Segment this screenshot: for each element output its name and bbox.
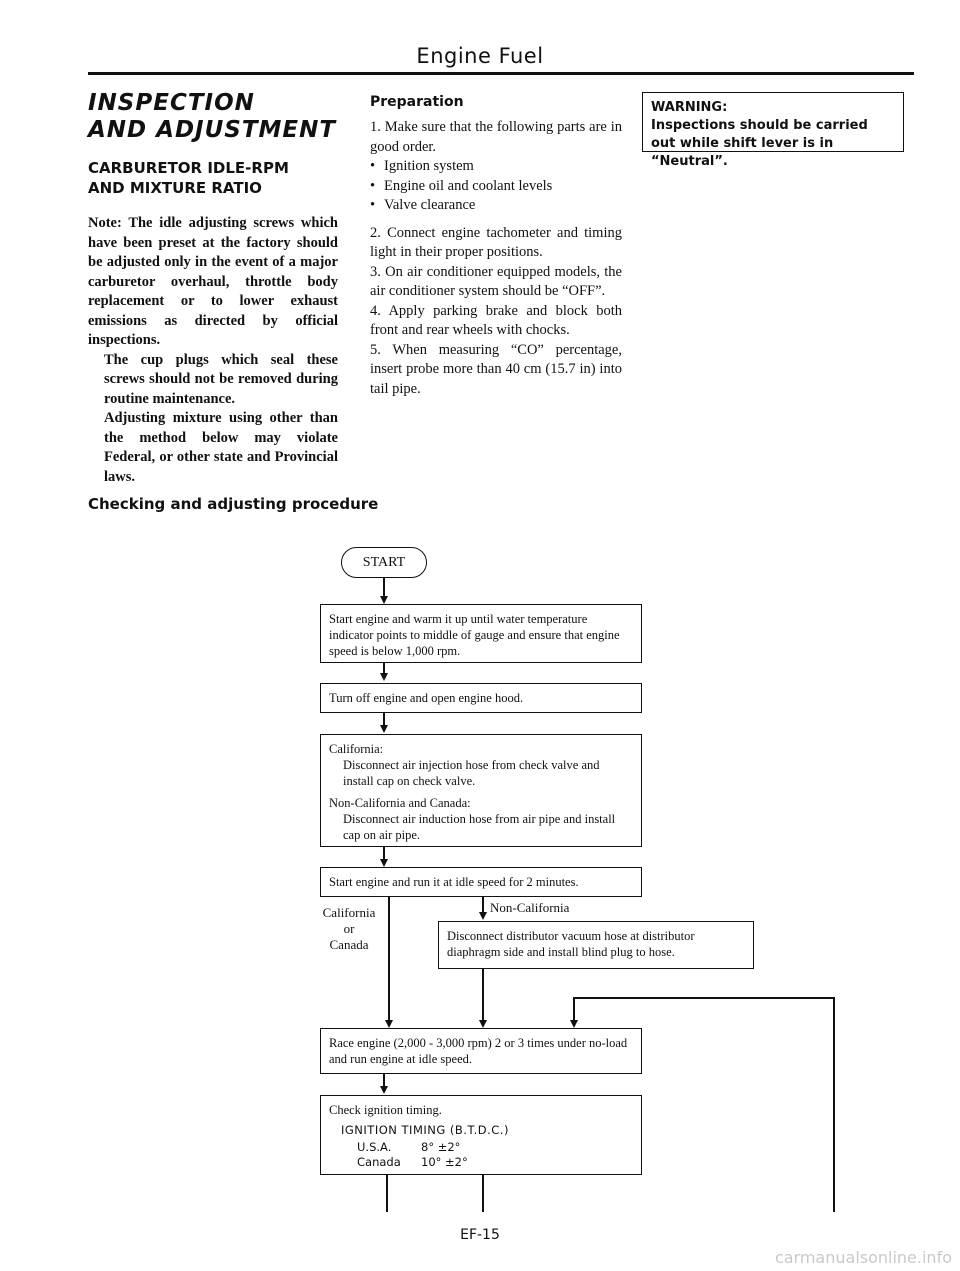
- preparation-step-3: 3. On air conditioner equipped models, the air conditioner system should be “OFF”.: [370, 263, 622, 299]
- note-paragraph-2: The cup plugs which seal these screws should not be removed during routine maintenance.: [104, 351, 338, 407]
- branch-label-line: California: [322, 905, 376, 920]
- california-instruction: Disconnect air injection hose from check valve and install cap on check valve.: [343, 758, 600, 788]
- flow-connector: [482, 969, 484, 1020]
- preparation-item: • Ignition system: [370, 157, 622, 177]
- california-label: California:: [329, 742, 384, 756]
- flow-step-check-timing: [320, 1095, 642, 1175]
- flow-connector-left-branch: [388, 897, 390, 1022]
- flow-arrow-icon: [380, 596, 388, 604]
- page-number: EF-15: [460, 1227, 500, 1243]
- non-california-instruction: Disconnect air induction hose from air pipe and install cap on air pipe.: [343, 812, 616, 842]
- preparation-item: • Engine oil and coolant levels: [370, 177, 622, 197]
- timing-region: U.S.A.: [357, 1140, 392, 1154]
- flow-loop-back-line: [833, 997, 835, 1212]
- flow-arrow-icon: [479, 1020, 487, 1028]
- flow-connector: [386, 1175, 388, 1212]
- flow-step-distributor-hose: Disconnect distributor vacuum hose at distributor diaphragm side and install blind plug to hose.: [438, 921, 754, 969]
- branch-label-line: Canada: [329, 937, 369, 952]
- timing-heading: IGNITION TIMING (B.T.D.C.): [341, 1123, 509, 1137]
- flow-step-warm-up: Start engine and warm it up until water temperature indicator points to middle of gauge and ensure that engine speed is below 1,000 rpm.: [320, 604, 642, 663]
- flow-connector: [482, 1175, 484, 1212]
- section-heading: [88, 90, 338, 144]
- warning-box: [642, 92, 904, 169]
- flow-arrow-icon: [570, 1020, 578, 1028]
- section-heading-line1: INSPECTION: [88, 90, 255, 116]
- flow-arrow-icon: [380, 725, 388, 733]
- warning-title: WARNING:: [651, 100, 728, 115]
- non-california-label: Non-California and Canada:: [329, 796, 471, 810]
- flow-step-disconnect-hose: [320, 734, 642, 847]
- preparation-step-4: 4. Apply parking brake and block both front and rear wheels with chocks.: [370, 302, 622, 338]
- preparation-item-list: [370, 157, 622, 216]
- check-timing-title: Check ignition timing.: [329, 1103, 442, 1117]
- flow-connector: [573, 997, 575, 1020]
- timing-value: 10° ±2°: [421, 1155, 468, 1169]
- section-heading-line2: AND ADJUSTMENT: [88, 117, 337, 143]
- branch-label-non-california: Non-California: [490, 900, 570, 915]
- flow-arrow-icon: [479, 912, 487, 920]
- timing-table: [329, 1140, 633, 1170]
- flow-step-run-idle: Start engine and run it at idle speed for 2 minutes.: [320, 867, 642, 897]
- watermark: carmanualsonline.info: [774, 1248, 952, 1267]
- flow-connector: [383, 578, 385, 598]
- preparation-step-5: 5. When measuring “CO” percentage, insert probe more than 40 cm (15.7 in) into tail pipe.: [370, 341, 622, 397]
- flow-step-turn-off-engine: Turn off engine and open engine hood.: [320, 683, 642, 713]
- flow-arrow-icon: [380, 1086, 388, 1094]
- preparation-step-1: 1. Make sure that the following parts are in good order.: [370, 119, 622, 155]
- timing-region: Canada: [357, 1155, 401, 1169]
- flow-loop-back-line: [573, 997, 834, 999]
- flow-arrow-icon: [385, 1020, 393, 1028]
- header-rule: [88, 72, 914, 75]
- section-subheading: [88, 158, 338, 198]
- preparation-item: • Valve clearance: [370, 196, 622, 216]
- left-column: [88, 90, 338, 487]
- note-block: [88, 214, 338, 487]
- preparation-section: [370, 92, 622, 405]
- timing-value: 8° ±2°: [421, 1140, 461, 1154]
- warning-text: Inspections should be carried out while shift lever is in “Neutral”.: [651, 118, 868, 169]
- flow-arrow-icon: [380, 859, 388, 867]
- preparation-step-2: 2. Connect engine tachometer and timing light in their proper positions.: [370, 224, 622, 260]
- page-header-title: Engine Fuel: [416, 44, 544, 68]
- preparation-title: Preparation: [370, 94, 464, 110]
- note-paragraph-3: Adjusting mixture using other than the method below may violate Federal, or other state and Provincial laws.: [104, 410, 338, 485]
- flow-connector: [482, 897, 484, 913]
- branch-label-line: or: [343, 921, 355, 936]
- flow-arrow-icon: [380, 673, 388, 681]
- flow-start-terminal: START: [341, 547, 427, 578]
- section-subheading-line2: AND MIXTURE RATIO: [88, 179, 262, 197]
- section-subheading-line1: CARBURETOR IDLE-RPM: [88, 159, 289, 177]
- flow-step-race-engine: Race engine (2,000 - 3,000 rpm) 2 or 3 times under no-load and run engine at idle speed.: [320, 1028, 642, 1074]
- branch-label-california-canada: [318, 905, 380, 953]
- timing-row: [357, 1155, 633, 1170]
- note-paragraph-1: Note: The idle adjusting screws which have been preset at the factory should be adjusted only in the event of a major carburetor overhaul, throttle body replacement or to lower exhaust emissions as directed by official inspections.: [88, 215, 338, 348]
- procedure-title: Checking and adjusting procedure: [88, 495, 379, 513]
- timing-row: [357, 1140, 633, 1155]
